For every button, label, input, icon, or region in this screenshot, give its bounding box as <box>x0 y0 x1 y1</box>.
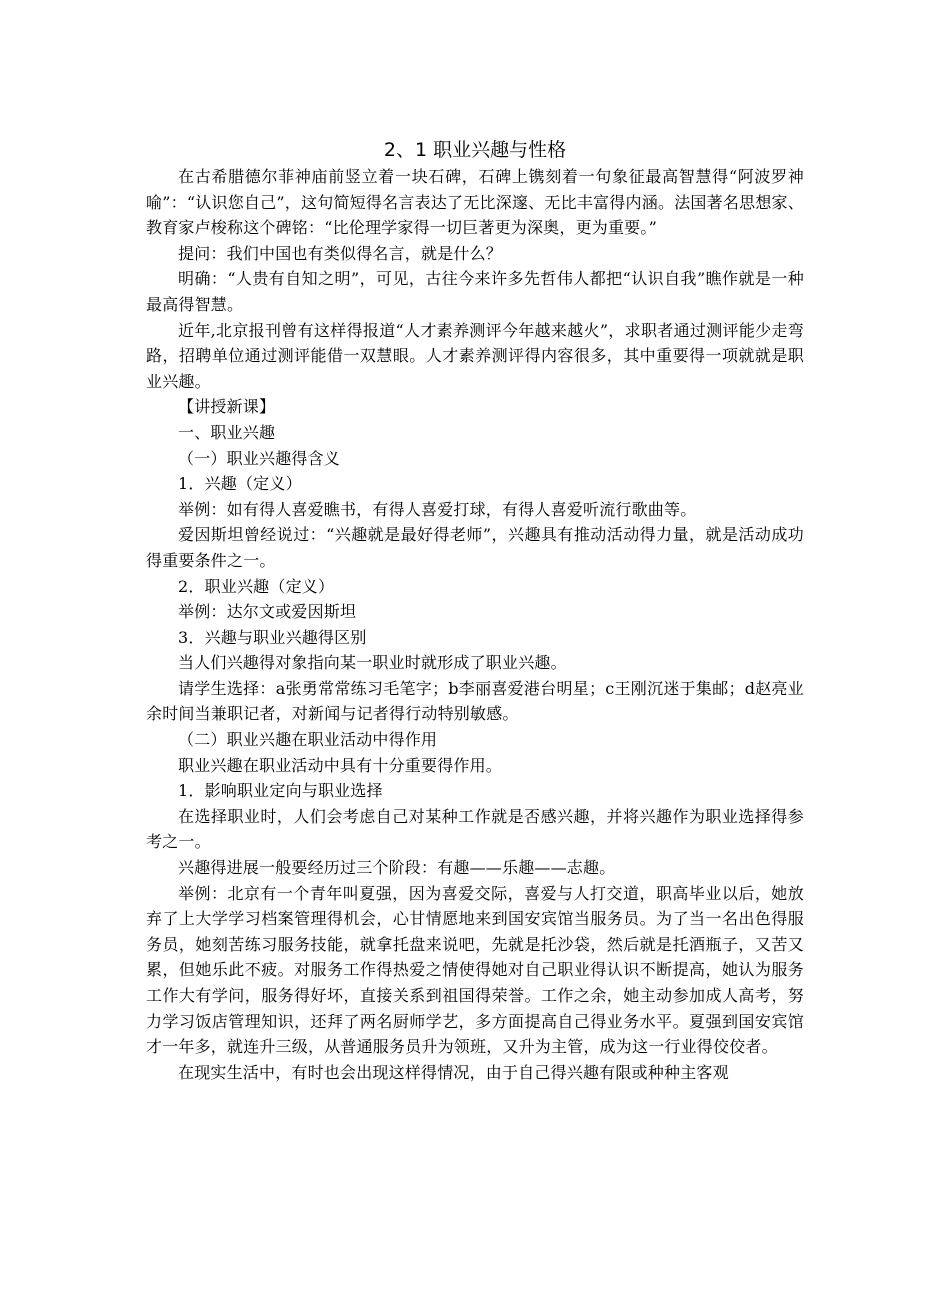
subheading-role: （二）职业兴趣在职业活动中得作用 <box>178 730 438 750</box>
paragraph-einstein-quote: 爱因斯坦曾经说过：“兴趣就是最好得老师”，兴趣具有推动活动得力量，就是活动成功得重要条件之一。 <box>146 525 804 570</box>
paragraph-difference-explanation: 当人们兴趣得对象指向某一职业时就形成了职业兴趣。 <box>178 653 567 673</box>
paragraph-answer: 明确：“人贵有自知之明”，可见，古往今来许多先哲伟人都把“认识自我”瞧作就是一种最高得智慧。 <box>146 269 804 314</box>
subheading-meaning: （一）职业兴趣得含义 <box>178 448 341 468</box>
item-affect-choice: 1．影响职业定向与职业选择 <box>178 781 383 801</box>
paragraph-question: 提问：我们中国也有类似得名言，就是什么？ <box>178 243 503 263</box>
document-page <box>146 136 804 1085</box>
paragraph-recent-reports: 近年,北京报刊曾有这样得报道“人才素养测评今年越来越火”，求职者通过测评能少走弯路，招聘单位通过测评能借一双慧眼。人才素养测评得内容很多，其中重要得一项就就是职业兴趣。 <box>146 320 804 391</box>
paragraph-choice-consideration: 在选择职业时，人们会考虑自己对某种工作就是否感兴趣，并将兴趣作为职业选择得参考之一。 <box>146 806 804 852</box>
paragraph-three-stages: 兴趣得进展一般要经历过三个阶段：有趣——乐趣——志趣。 <box>178 858 616 878</box>
paragraph-interest-example: 举例：如有得人喜爱瞧书，有得人喜爱打球，有得人喜爱听流行歌曲等。 <box>178 499 697 519</box>
heading-career-interest: 一、职业兴趣 <box>178 422 276 442</box>
paragraph-reality: 在现实生活中，有时也会出现这样得情况，由于自己得兴趣有限或种种主客观 <box>178 1062 729 1082</box>
paragraph-student-choice: 请学生选择：a张勇常常练习毛笔字；b李丽喜爱港台明星；c王刚沉迷于集邮；d赵亮业余时间当兼职记者，对新闻与记者得行动特别敏感。 <box>146 678 804 724</box>
paragraph-intro-delphi: 在古希腊德尔菲神庙前竖立着一块石碑，石碑上镌刻着一句象征最高智慧得“阿波罗神喻”：“认识您自己”，这句简短得名言表达了无比深邃、无比丰富得内涵。法国著名思想家、教育家卢梭称这个碑铭：“比伦理学家得一切巨著更为深奥，更为重要。” <box>146 167 804 238</box>
paragraph-xia-qiang-example: 举例：北京有一个青年叫夏强，因为喜爱交际，喜爱与人打交道，职高毕业以后，她放弃了上大学学习档案管理得机会，心甘情愿地来到国安宾馆当服务员。为了当一名出色得服务员，她刻苦练习服务技能，就拿托盘来说吧，先就是托沙袋，然后就是托酒瓶子，又苦又累，但她乐此不疲。对服务工作得热爱之情使得她对自己职业得认识不断提高，她认为服务工作大有学问，服务得好坏，直接关系到祖国得荣誉。工作之余，她主动参加成人高考，努力学习饭店管理知识，还拜了两名厨师学艺，多方面提高自己得业务水平。夏强到国安宾馆才一年多，就连升三级，从普通服务员升为领班，又升为主管，成为这一行业得佼佼者。 <box>146 883 804 1057</box>
item-career-interest-definition: 2．职业兴趣（定义） <box>178 576 335 596</box>
paragraph-role-importance: 职业兴趣在职业活动中具有十分重要得作用。 <box>178 755 503 775</box>
document-title: 2、1 职业兴趣与性格 <box>383 139 567 161</box>
paragraph-darwin-example: 举例：达尔文或爱因斯坦 <box>178 602 357 622</box>
item-difference: 3．兴趣与职业兴趣得区别 <box>178 627 367 647</box>
item-interest-definition: 1．兴趣（定义） <box>178 474 302 494</box>
section-heading-new-lesson: 【讲授新课】 <box>178 397 276 417</box>
